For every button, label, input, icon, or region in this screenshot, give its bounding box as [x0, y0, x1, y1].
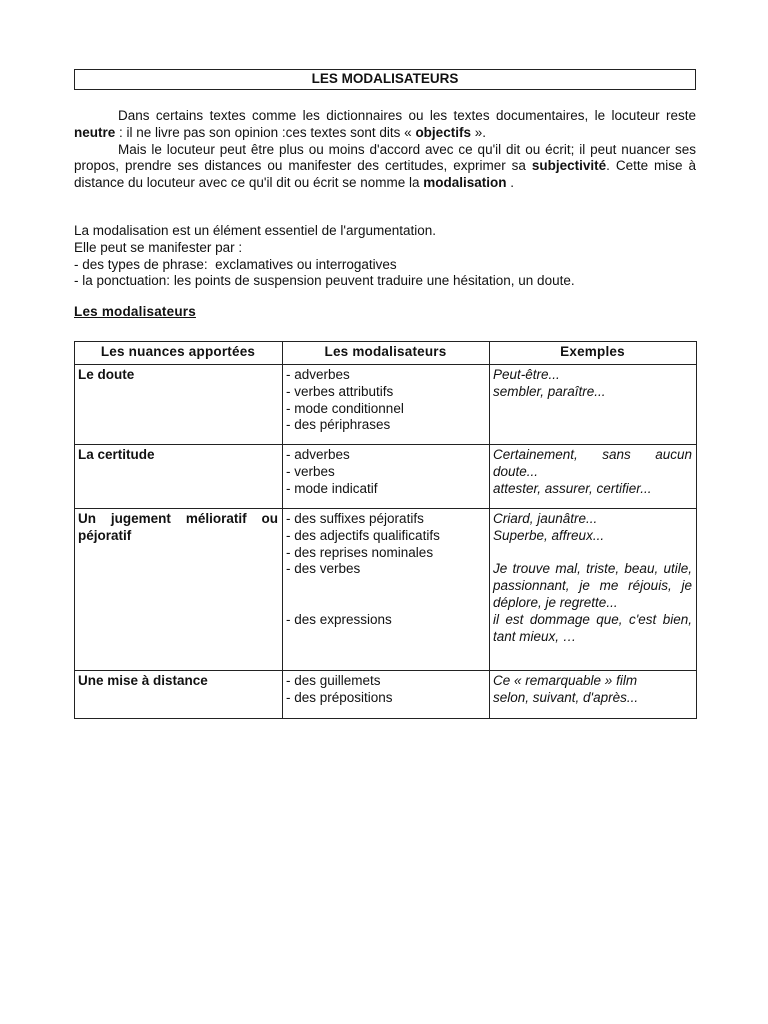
cell-nuance: La certitude [75, 444, 283, 508]
exemple-line: Ce « remarquable » film [493, 672, 638, 688]
modalisateur-line: - des verbes [286, 561, 361, 577]
table-row [75, 444, 697, 508]
cell-exemples [490, 670, 697, 718]
exemple-line: il est dommage que, c'est bien, tant mieux, … [493, 611, 696, 644]
cell-nuance: Une mise à distance [75, 670, 283, 718]
cell-exemples [490, 444, 697, 508]
exemple-line: selon, suivant, d'après... [493, 689, 639, 705]
exemple-line: sembler, paraître... [493, 383, 606, 399]
header-modalisateurs: Les modalisateurs [283, 341, 490, 364]
table-row [75, 364, 697, 444]
cell-exemples [490, 508, 697, 670]
table-header-row [75, 341, 697, 364]
modalisateur-line: - des suffixes péjoratifs [286, 510, 424, 526]
cell-modalisateurs [283, 364, 490, 444]
cell-exemples [490, 364, 697, 444]
cell-modalisateurs [283, 508, 490, 670]
modalisateur-line [286, 578, 485, 595]
exemple-line: Certainement, sans aucun doute... [493, 446, 696, 479]
exemple-line: Je trouve mal, triste, beau, utile, passionnant, je me réjouis, je déplore, je regrette... [493, 561, 696, 610]
modalisateur-line: - verbes attributifs [286, 383, 394, 399]
text-run: : il ne livre pas son opinion :ces textes sont dits « [115, 124, 416, 140]
document-title: LES MODALISATEURS [74, 69, 696, 90]
text-run: . Cette mise à distance du locuteur avec ce qu'il dit ou écrit se nomme la [74, 158, 697, 191]
modalisateur-line: - des prépositions [286, 689, 393, 705]
exemple-line: Superbe, affreux... [493, 527, 605, 543]
intro-line: Elle peut se manifester par : [74, 239, 243, 255]
cell-modalisateurs [283, 444, 490, 508]
text-run: . [506, 175, 515, 191]
exemple-line: Criard, jaunâtre... [493, 510, 598, 526]
table-row [75, 508, 697, 670]
exemple-line [493, 545, 692, 562]
modalisateur-line: - des reprises nominales [286, 544, 434, 560]
intro-line: - la ponctuation: les points de suspension peuvent traduire une hésitation, un doute. [74, 273, 575, 289]
modalisateur-line: - adverbes [286, 366, 350, 382]
bold-term-subjectivite: subjectivité [531, 158, 607, 174]
text-run: Mais le locuteur peut être plus ou moins d'accord avec ce qu'il dit ou écrit; il peut nuancer ses propos, prendre ses distances ou manifester des certitudes, exprimer sa [74, 141, 696, 174]
intro-line: - des types de phrase: exclamatives ou interrogatives [74, 256, 397, 272]
modalisateurs-table [74, 341, 697, 719]
modalisateur-line: - adverbes [286, 446, 350, 462]
modalisateur-line: - des adjectifs qualificatifs [286, 527, 440, 543]
section-heading: Les modalisateurs [74, 304, 196, 320]
text-run: ». [470, 124, 486, 140]
table-row [75, 670, 697, 718]
paragraph-subjectivite [74, 142, 696, 192]
header-nuances: Les nuances apportées [75, 341, 283, 364]
document-page [74, 69, 696, 719]
cell-nuance: Un jugement mélioratif ou péjoratif [75, 508, 283, 670]
modalisateur-line: - mode indicatif [286, 480, 378, 496]
bold-term-neutre: neutre [74, 124, 116, 140]
cell-modalisateurs [283, 670, 490, 718]
text-run: Dans certains textes comme les dictionnaires ou les textes documentaires, le locuteur reste [118, 108, 696, 123]
paragraph-neutre [74, 108, 696, 142]
bold-term-objectifs: objectifs [415, 124, 471, 140]
modalisateur-line: - des expressions [286, 611, 392, 627]
exemple-line: attester, assurer, certifier... [493, 480, 652, 496]
modalisateur-line: - des guillemets [286, 672, 381, 688]
exemple-line: Peut-être... [493, 366, 560, 382]
modalisateur-line: - mode conditionnel [286, 400, 404, 416]
intro-lines [74, 223, 696, 290]
modalisateur-line [286, 595, 485, 612]
modalisateur-line: - des périphrases [286, 417, 391, 433]
header-exemples: Exemples [490, 341, 697, 364]
intro-line: La modalisation est un élément essentiel de l'argumentation. [74, 222, 437, 238]
bold-term-modalisation: modalisation [423, 175, 507, 191]
modalisateur-line: - verbes [286, 463, 335, 479]
cell-nuance: Le doute [75, 364, 283, 444]
